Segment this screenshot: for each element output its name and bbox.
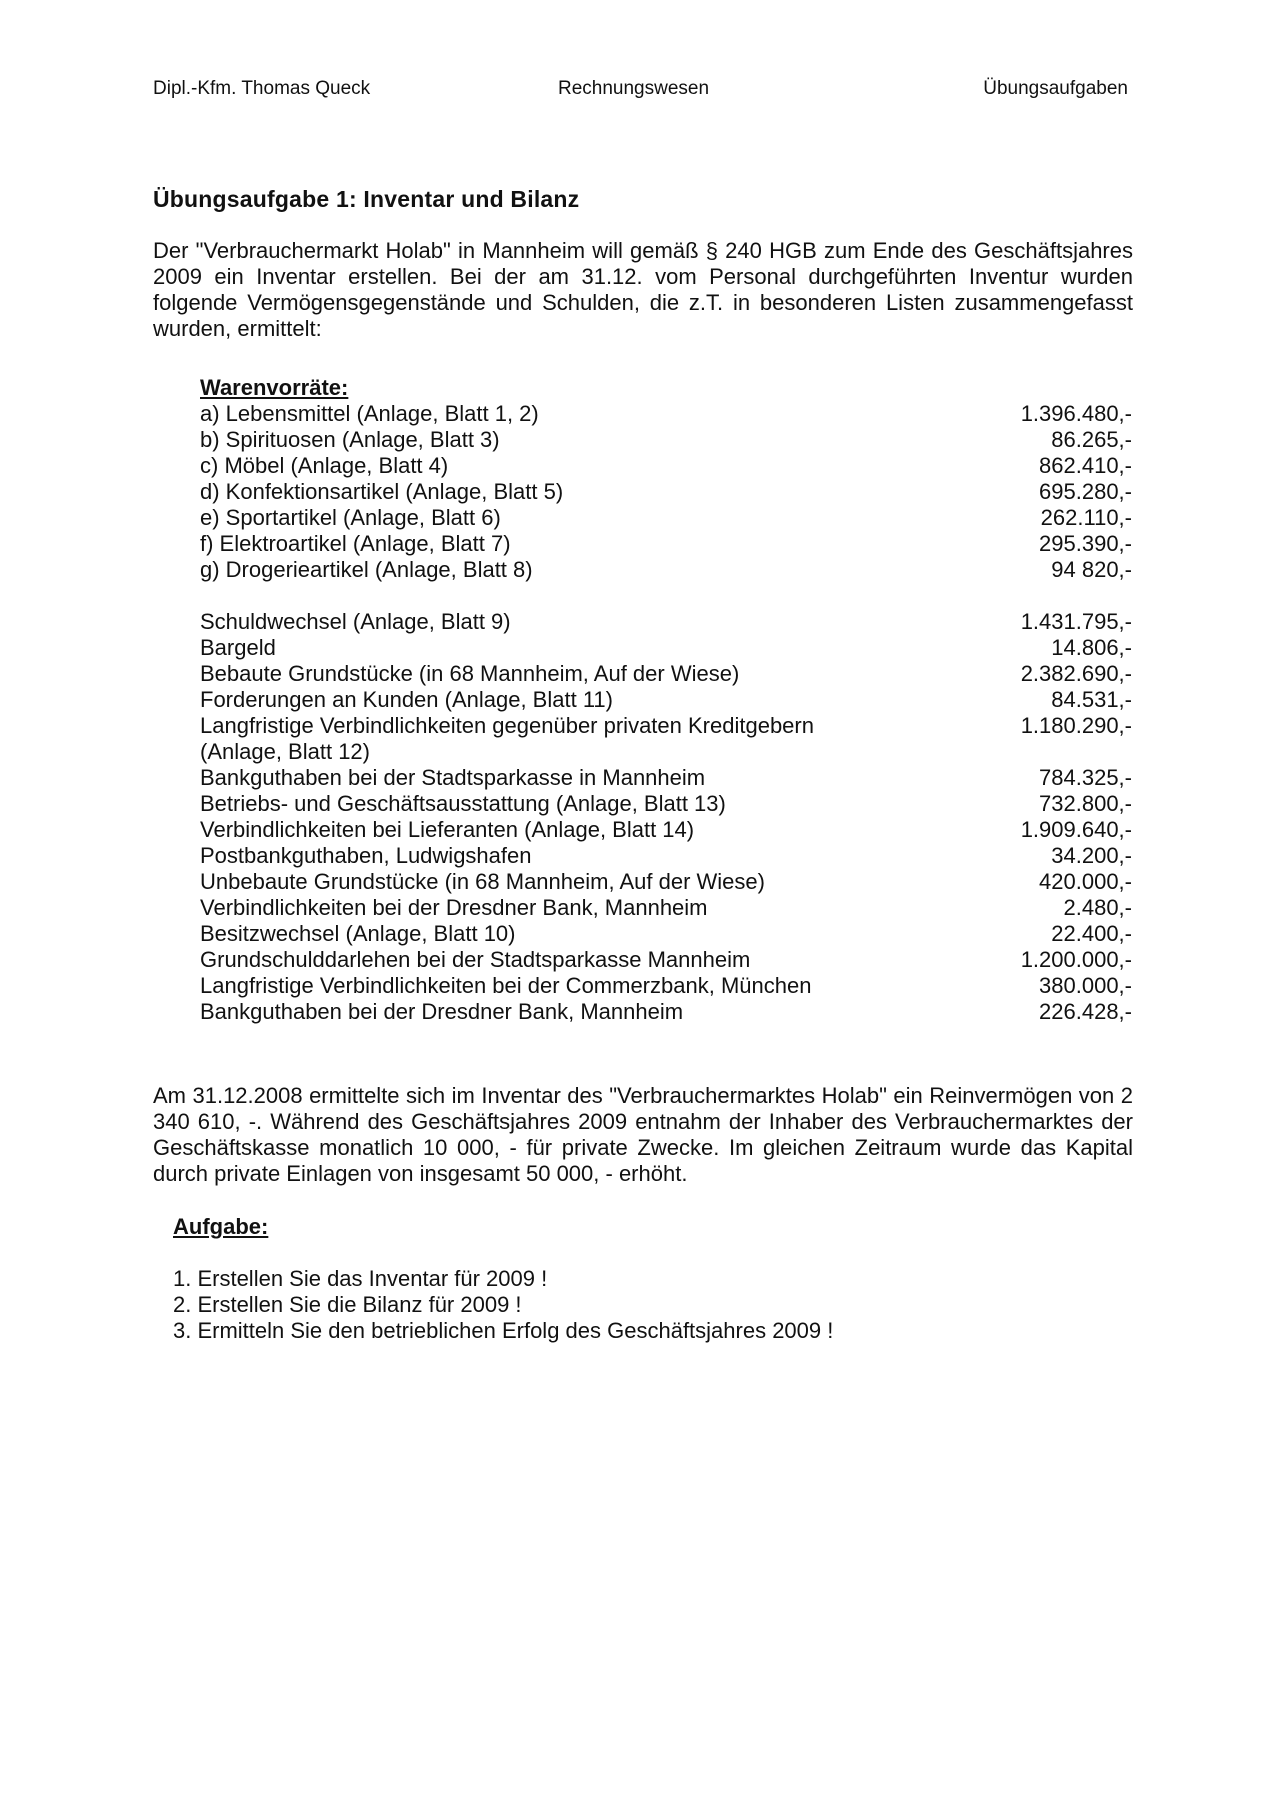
- header-subject: Rechnungswesen: [558, 78, 710, 99]
- inventory-value: 695.280,-: [1039, 479, 1132, 504]
- inventory-label: Besitzwechsel (Anlage, Blatt 10): [200, 921, 516, 946]
- intro-paragraph: Der "Verbrauchermarkt Holab" in Mannheim will gemäß § 240 HGB zum Ende des Geschäftsjahres 2009 ein Inventar erstellen. Bei der am 31.12. vom Personal durchgeführten Inventur wurden folgende Vermögensgegenstände und Schulden, die z.T. in besonderen Listen zusammengefasst wurden, ermittelt:: [153, 238, 1133, 341]
- inventory-value: 262.110,-: [1040, 505, 1132, 530]
- inventory-row: [200, 791, 1132, 817]
- inventory-row: [200, 427, 1132, 453]
- inventory-value: 862.410,-: [1039, 453, 1132, 478]
- inventory-label: Betriebs- und Geschäftsausstattung (Anlage, Blatt 13): [200, 791, 726, 816]
- inventory-row: [200, 479, 1132, 505]
- inventory-value: 226.428,-: [1039, 999, 1132, 1024]
- inventory-row: [200, 531, 1132, 557]
- inventory-value: 34.200,-: [1051, 843, 1132, 868]
- inventory-row: [200, 453, 1132, 479]
- inventory-row: [200, 609, 1132, 635]
- inventory-value: 380.000,-: [1039, 973, 1132, 998]
- task-heading: Aufgabe:: [173, 1214, 269, 1239]
- inventory-label: Verbindlichkeiten bei der Dresdner Bank, Mannheim: [200, 895, 708, 920]
- inventory-value: 86.265,-: [1051, 427, 1132, 452]
- inventory-row: [200, 973, 1132, 999]
- inventory-value: 1.909.640,-: [1020, 817, 1132, 842]
- inventory-row: [200, 843, 1132, 869]
- inventory-value: 22.400,-: [1051, 921, 1132, 946]
- inventory-label: Bebaute Grundstücke (in 68 Mannheim, Auf der Wiese): [200, 661, 740, 686]
- inventory-label: Schuldwechsel (Anlage, Blatt 9): [200, 609, 511, 634]
- inventory-label: Langfristige Verbindlichkeiten bei der Commerzbank, München: [200, 973, 812, 998]
- inventory-row: [200, 765, 1132, 791]
- inventory-value: 1.180.290,-: [1020, 713, 1132, 738]
- inventory-value: 732.800,-: [1039, 791, 1132, 816]
- closing-paragraph: Am 31.12.2008 ermittelte sich im Inventar des "Verbrauchermarktes Holab" ein Reinvermögen von 2 340 610, -. Während des Geschäftsjahres 2009 entnahm der Inhaber des Verbrauchermarktes der Geschäftskasse monatlich 10 000, - für private Zwecke. Im gleichen Zeitraum wurde das Kapital durch private Einlagen von insgesamt 50 000, - erhöht.: [153, 1083, 1133, 1186]
- task-item: 2. Erstellen Sie die Bilanz für 2009 !: [173, 1292, 522, 1317]
- task-item: 3. Ermitteln Sie den betrieblichen Erfolg des Geschäftsjahres 2009 !: [173, 1318, 834, 1343]
- inventory-label: d) Konfektionsartikel (Anlage, Blatt 5): [200, 479, 564, 504]
- spacer: [200, 583, 1132, 609]
- inventory-label: Langfristige Verbindlichkeiten gegenüber privaten Kreditgebern (Anlage, Blatt 12): [200, 713, 814, 764]
- inventory-value: 1.200.000,-: [1020, 947, 1132, 972]
- inventory-row: [200, 687, 1132, 713]
- inventory-row: [200, 505, 1132, 531]
- page-title: Übungsaufgabe 1: Inventar und Bilanz: [153, 186, 580, 212]
- inventory-value: 14.806,-: [1051, 635, 1132, 660]
- inventory-row: [200, 635, 1132, 661]
- inventory-row: [200, 921, 1132, 947]
- header-author: Dipl.-Kfm. Thomas Queck: [153, 78, 371, 99]
- inventory-label: f) Elektroartikel (Anlage, Blatt 7): [200, 531, 511, 556]
- page-header: [153, 78, 1128, 102]
- inventory-label: Postbankguthaben, Ludwigshafen: [200, 843, 532, 868]
- inventory-row: [200, 713, 1132, 765]
- inventory-label: Forderungen an Kunden (Anlage, Blatt 11): [200, 687, 613, 712]
- inventory-label: g) Drogerieartikel (Anlage, Blatt 8): [200, 557, 533, 582]
- inventory-row: [200, 869, 1132, 895]
- inventory-label: Grundschulddarlehen bei der Stadtsparkasse Mannheim: [200, 947, 751, 972]
- inventory-list: [200, 375, 1132, 1025]
- inventory-value: 94 820,-: [1051, 557, 1132, 582]
- inventory-row: [200, 947, 1132, 973]
- inventory-row: [200, 401, 1132, 427]
- task-item: 1. Erstellen Sie das Inventar für 2009 !: [173, 1266, 548, 1291]
- inventory-value: 295.390,-: [1039, 531, 1132, 556]
- inventory-label: c) Möbel (Anlage, Blatt 4): [200, 453, 449, 478]
- inventory-label: e) Sportartikel (Anlage, Blatt 6): [200, 505, 501, 530]
- inventory-value: 2.480,-: [1063, 895, 1132, 920]
- inventory-row: [200, 999, 1132, 1025]
- inventory-value: 2.382.690,-: [1020, 661, 1132, 686]
- inventory-row: [200, 817, 1132, 843]
- task-list: [173, 1266, 833, 1344]
- inventory-label: Bankguthaben bei der Stadtsparkasse in Mannheim: [200, 765, 706, 790]
- inventory-label: Bankguthaben bei der Dresdner Bank, Mannheim: [200, 999, 684, 1024]
- inventory-row: [200, 895, 1132, 921]
- inventory-label: a) Lebensmittel (Anlage, Blatt 1, 2): [200, 401, 539, 426]
- header-category: Übungsaufgaben: [983, 78, 1128, 99]
- inventory-heading: Warenvorräte:: [200, 375, 349, 400]
- inventory-value: 784.325,-: [1039, 765, 1132, 790]
- inventory-label: Verbindlichkeiten bei Lieferanten (Anlage, Blatt 14): [200, 817, 695, 842]
- inventory-label: Unbebaute Grundstücke (in 68 Mannheim, Auf der Wiese): [200, 869, 765, 894]
- inventory-value: 1.431.795,-: [1020, 609, 1132, 634]
- inventory-value: 420.000,-: [1039, 869, 1132, 894]
- inventory-value: 1.396.480,-: [1020, 401, 1132, 426]
- inventory-value: 84.531,-: [1051, 687, 1132, 712]
- inventory-label: Bargeld: [200, 635, 276, 660]
- inventory-row: [200, 661, 1132, 687]
- inventory-label: b) Spirituosen (Anlage, Blatt 3): [200, 427, 500, 452]
- inventory-row: [200, 557, 1132, 583]
